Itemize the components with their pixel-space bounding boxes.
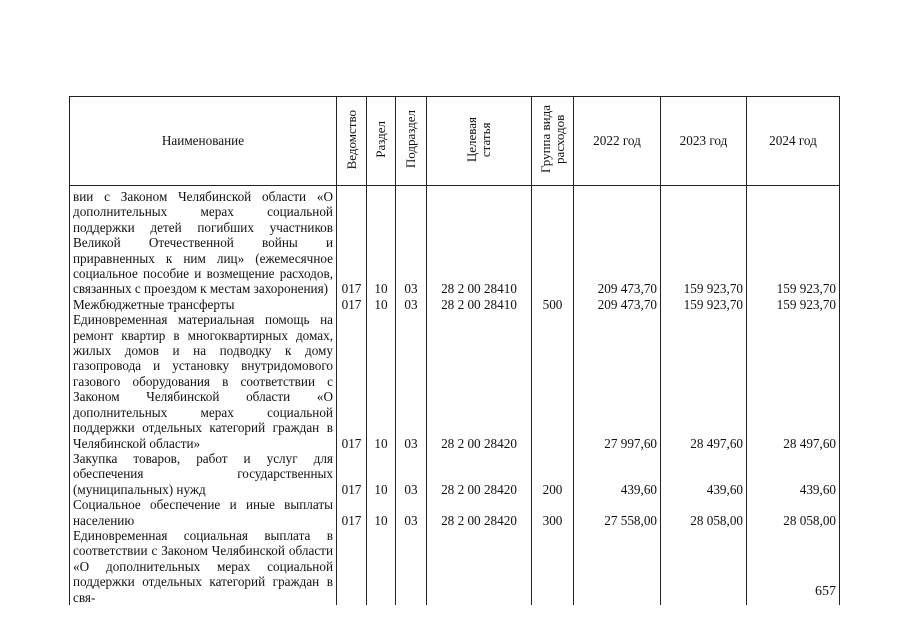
row-name: Единовременная социальная выплата в соответствии с Законом Челябинской области «О дополнительных мерах социальной поддержки отдельных категорий граждан в свя- (70, 528, 337, 605)
table-row (70, 451, 840, 497)
row-dept (337, 528, 367, 605)
row-2022: 27 997,60 (574, 312, 661, 451)
header-name: Наименование (70, 97, 337, 186)
row-section (367, 528, 396, 605)
table-row (70, 297, 840, 312)
row-section: 10 (367, 297, 396, 312)
row-group: 200 (532, 451, 574, 497)
row-name: Межбюджетные трансферты (70, 297, 337, 312)
page-number: 657 (815, 584, 836, 599)
row-target: 28 2 00 28410 (427, 186, 532, 297)
header-target (427, 97, 532, 186)
row-subsection: 03 (396, 451, 427, 497)
table-row (70, 497, 840, 528)
row-subsection: 03 (396, 186, 427, 297)
row-2023: 439,60 (661, 451, 747, 497)
row-2023: 28 058,00 (661, 497, 747, 528)
table-row (70, 186, 840, 297)
header-target-line1: Целевая (464, 116, 479, 162)
header-dept: Ведомство (337, 97, 367, 186)
header-group-line2: расходов (551, 114, 567, 164)
row-subsection: 03 (396, 497, 427, 528)
row-group (532, 312, 574, 451)
table-row (70, 528, 840, 605)
row-section: 10 (367, 497, 396, 528)
table-row (70, 312, 840, 451)
row-target: 28 2 00 28420 (427, 451, 532, 497)
row-section: 10 (367, 312, 396, 451)
header-section: Раздел (367, 97, 396, 186)
row-2024: 28 497,60 (747, 312, 840, 451)
header-2024: 2024 год (747, 97, 840, 186)
row-2023: 28 497,60 (661, 312, 747, 451)
row-2022: 27 558,00 (574, 497, 661, 528)
row-2022 (574, 528, 661, 605)
row-subsection: 03 (396, 312, 427, 451)
row-target: 28 2 00 28420 (427, 497, 532, 528)
row-section: 10 (367, 186, 396, 297)
row-2024: 28 058,00 (747, 497, 840, 528)
budget-table (69, 96, 840, 605)
row-group: 300 (532, 497, 574, 528)
header-2023: 2023 год (661, 97, 747, 186)
row-group (532, 186, 574, 297)
row-2023 (661, 528, 747, 605)
row-name: вии с Законом Челябинской области «О дополнительных мерах социальной поддержки детей погибших участников Великой Отечественной войны и приравненных к ним лиц» (ежемесячное социальное пособие и возмещение расходов, связанных с проездом к местам захоронения) (70, 186, 337, 297)
row-2022: 209 473,70 (574, 186, 661, 297)
row-section: 10 (367, 451, 396, 497)
row-2024: 159 923,70 (747, 297, 840, 312)
row-dept: 017 (337, 186, 367, 297)
header-target-line2: статья (478, 121, 493, 157)
row-group (532, 528, 574, 605)
header-group-line1: Группа вида (537, 105, 553, 174)
row-subsection (396, 528, 427, 605)
table-header-row (70, 97, 840, 186)
row-2024: 439,60 (747, 451, 840, 497)
header-2022: 2022 год (574, 97, 661, 186)
row-dept: 017 (337, 451, 367, 497)
row-dept: 017 (337, 297, 367, 312)
row-2022: 209 473,70 (574, 297, 661, 312)
row-2023: 159 923,70 (661, 297, 747, 312)
row-2024: 159 923,70 (747, 186, 840, 297)
row-name: Единовременная материальная помощь на ремонт квартир в многоквартирных домах, жилых домов и на подводку к дому газопровода и установку внутридомового газового оборудования в соответствии с Законом Челябинской области «О дополнительных мерах социальной поддержки отдельных категорий граждан в Челябинской области» (70, 312, 337, 451)
row-2023: 159 923,70 (661, 186, 747, 297)
header-group (532, 97, 574, 186)
row-target: 28 2 00 28420 (427, 312, 532, 451)
row-target (427, 528, 532, 605)
row-target: 28 2 00 28410 (427, 297, 532, 312)
row-subsection: 03 (396, 297, 427, 312)
row-dept: 017 (337, 312, 367, 451)
row-dept: 017 (337, 497, 367, 528)
row-name: Социальное обеспечение и иные выплаты населению (70, 497, 337, 528)
row-name: Закупка товаров, работ и услуг для обеспечения государственных (муниципальных) нужд (70, 451, 337, 497)
row-group: 500 (532, 297, 574, 312)
header-subsection: Подраздел (396, 97, 427, 186)
row-2022: 439,60 (574, 451, 661, 497)
